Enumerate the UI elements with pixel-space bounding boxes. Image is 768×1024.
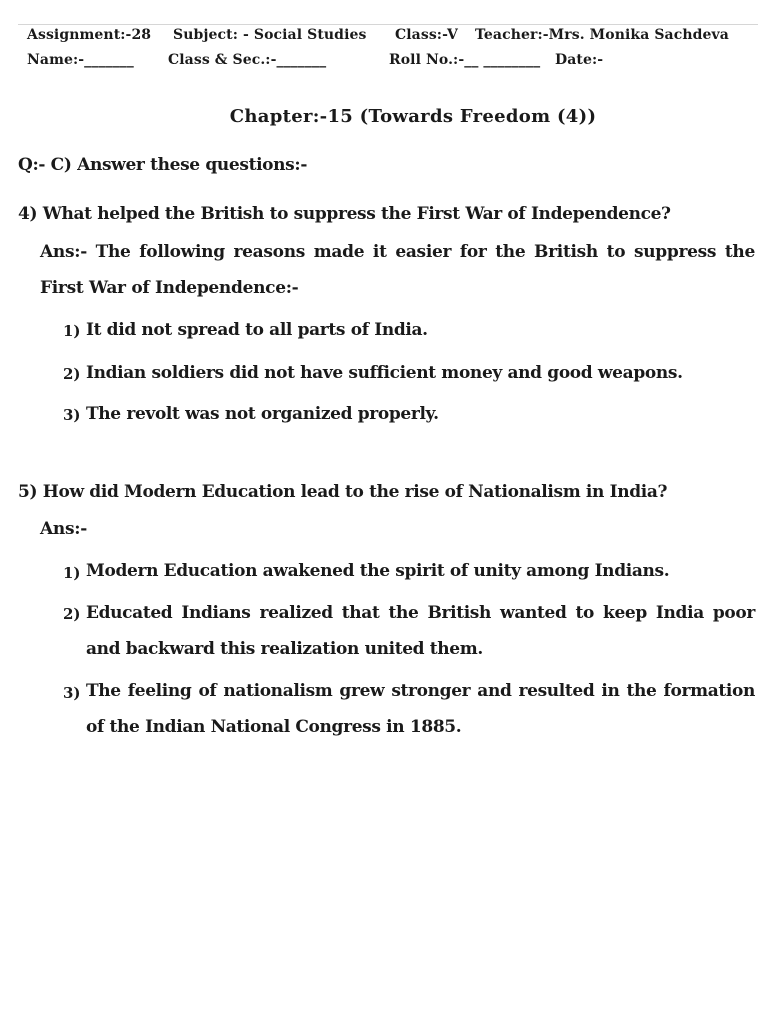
date-field: Date:-	[555, 52, 604, 68]
list-item: The feeling of nationalism grew stronger and resulted in the formation of the Indian National Congress in 1885.	[86, 681, 755, 737]
question-4: 4) What helped the British to suppress the First War of Independence?	[18, 204, 671, 224]
list-number: 3)	[63, 406, 81, 424]
assignment-label: Assignment:-28	[27, 27, 152, 43]
list-item: The revolt was not organized properly.	[86, 404, 439, 424]
list-item: It did not spread to all parts of India.	[86, 320, 428, 340]
chapter-title: Chapter:-15 (Towards Freedom (4))	[229, 106, 597, 127]
list-number: 2)	[63, 605, 81, 623]
list-item: Indian soldiers did not have sufficient money and good weapons.	[86, 363, 683, 383]
class-label: Class:-V	[395, 27, 458, 43]
section-heading: Q:- C) Answer these questions:-	[18, 155, 308, 175]
list-number: 3)	[63, 684, 81, 702]
answer-5-intro: Ans:-	[40, 519, 87, 539]
list-item: Educated Indians realized that the British wanted to keep India poor and backward this realization united them.	[86, 603, 755, 659]
list-number: 1)	[63, 564, 81, 582]
subject-label: Subject: - Social Studies	[173, 27, 367, 43]
teacher-label: Teacher:-Mrs. Monika Sachdeva	[475, 27, 729, 43]
question-5: 5) How did Modern Education lead to the rise of Nationalism in India?	[18, 482, 668, 502]
list-number: 2)	[63, 365, 81, 383]
roll-number-field: Roll No.:-__ ________	[389, 52, 541, 68]
name-field: Name:-_______	[27, 52, 134, 68]
header-divider	[18, 24, 758, 25]
list-number: 1)	[63, 322, 81, 340]
answer-4-intro: Ans:- The following reasons made it easier for the British to suppress the First War of Independence:-	[40, 242, 755, 298]
class-section-field: Class & Sec.:-_______	[168, 52, 327, 68]
list-item: Modern Education awakened the spirit of unity among Indians.	[86, 561, 670, 581]
